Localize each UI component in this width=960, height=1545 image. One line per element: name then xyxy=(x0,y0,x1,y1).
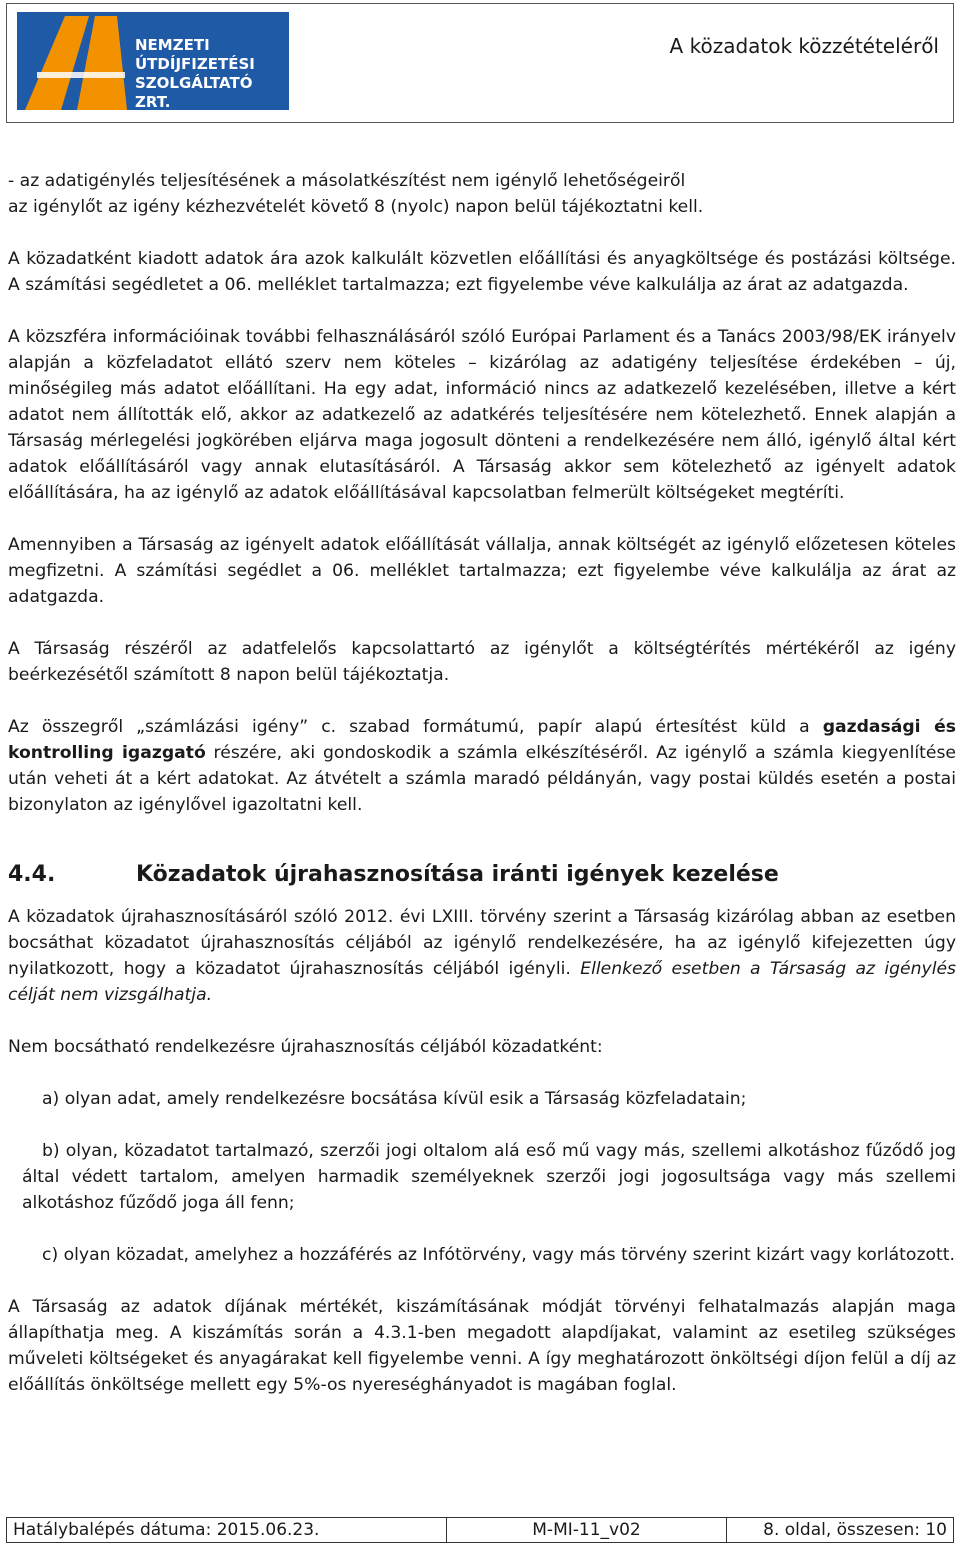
footer-effective-date: Hatálybalépés dátuma: 2015.06.23. xyxy=(7,1518,447,1542)
paragraph-intro-line-1: - az adatigénylés teljesítésének a másolatkészítést nem igénylő lehetőségeiről xyxy=(8,171,686,191)
paragraph-invoice xyxy=(8,714,956,818)
paragraph-fees: A Társaság az adatok díjának mértékét, kiszámításának módját törvényi felhatalmazás alapján maga állapíthatja meg. A kiszámítás során a 4.3.1-ben megadott alapdíjakat, valamint az esetileg szükséges műveleti költségeket és anyagárakat kell figyelembe venni. A így meghatározott önköltségi díjon felül a díj az előállítás önköltsége mellett egy 5%-os nyereséghányadot is magában foglal. xyxy=(8,1297,956,1395)
footer-page-number: 8. oldal, összesen: 10 xyxy=(763,1520,947,1540)
logo-line-2: ÚTDÍJFIZETÉSI xyxy=(135,55,255,73)
document-body xyxy=(8,168,956,1424)
invoice-text-end: részére, aki gondoskodik a számla elkészítéséről. Az igénylő a számla kiegyenlítése után veheti át a kért adatokat. Az átvételt a számla maradó példányán, vagy postai küldés esetén a postai bizonylaton az igénylővel igazoltatni kell. xyxy=(8,743,956,815)
page-header xyxy=(6,3,954,123)
paragraph-intro-line-2: az igénylőt az igény kézhezvételét követő 8 (nyolc) napon belül tájékoztatni kell. xyxy=(8,197,704,217)
section-heading xyxy=(8,860,956,890)
reuse-text-italic: Ellenkező esetben a Társaság az igénylés célját nem vizsgálhatja. xyxy=(8,959,956,1005)
section-number: 4.4. xyxy=(8,862,56,887)
paragraph-directive: A közszféra információinak további felhasználásáról szóló Európai Parlament és a Tanács 2003/98/EK irányelv alapján a közfeladatot ellátó szerv nem köteles – kizárólag az adatigény teljesítése érdekében – új, minőségileg más adatot előállítani. Ha egy adat, információ nincs az adatkezelő kezelésében, illetve a kért adatot nem állították elő, akkor az adatkezelő az adatkérés teljesítésére nem kötelezhető. Ennek alapján a Társaság mérlegelési jogkörében eljárva maga jogosult dönteni a rendelkezésére nem álló, igénylő által kért adatok előállításáról vagy annak elutasításáról. A Társaság akkor sem kötelezhető az igényelt adatok előállítására, ha az igénylő az adatok előállításával kapcsolatban felmerült költségeket megtéríti. xyxy=(8,327,956,503)
logo-text xyxy=(135,36,289,110)
logo-line-3: SZOLGÁLTATÓ ZRT. xyxy=(135,74,253,110)
list-item-a: a) olyan adat, amely rendelkezésre bocsátása kívül esik a Társaság közfeladatain; xyxy=(42,1089,747,1109)
paragraph-reuse xyxy=(8,904,956,1008)
page-footer xyxy=(6,1517,954,1543)
document-title: A közadatok közzétételéről xyxy=(669,34,939,58)
logo-line-1: NEMZETI xyxy=(135,36,210,54)
footer-document-code: M-MI-11_v02 xyxy=(447,1518,727,1542)
company-logo xyxy=(17,12,289,110)
paragraph-price: A közadatként kiadott adatok ára azok kalkulált közvetlen előállítási és anyagköltsége és postázási költsége. A számítási segédletet a 06. melléklet tartalmazza; ezt figyelembe véve kalkulálja az árat az adatgazda. xyxy=(8,249,956,295)
section-title: Közadatok újrahasznosítása iránti igények kezelése xyxy=(136,862,779,887)
paragraph-intro xyxy=(8,168,956,220)
list-intro: Nem bocsátható rendelkezésre újrahasznosítás céljából közadatként: xyxy=(8,1037,603,1057)
invoice-recipient: gazdasági és kontrolling igazgató xyxy=(8,717,956,763)
reuse-text: A közadatok újrahasznosításáról szóló 2012. évi LXIII. törvény szerint a Társaság kizárólag abban az esetben bocsáthat közadatot újrahasznosítás céljából az igénylő rendelkezésére, ha az igénylő kifejezetten úgy nyilatkozott, hogy a közadatot újrahasznosítás céljából igényli. xyxy=(8,907,956,979)
exclusion-list xyxy=(8,1034,956,1268)
paragraph-notification: A Társaság részéről az adatfelelős kapcsolattartó az igénylőt a költségtérítés mértékéről az igény beérkezésétől számított 8 napon belül tájékoztatja. xyxy=(8,639,956,685)
paragraph-payment: Amennyiben a Társaság az igényelt adatok előállítását vállalja, annak költségét az igénylő előzetesen köteles megfizetni. A számítási segédlet a 06. melléklet tartalmazza; ezt figyelembe véve kalkulálja az árat az adatgazda. xyxy=(8,535,956,607)
invoice-text-start: Az összegről „számlázási igény” c. szabad formátumú, papír alapú értesítést küld a xyxy=(8,717,823,737)
list-item-b: b) olyan, közadatot tartalmazó, szerzői jogi oltalom alá eső mű vagy más, szellemi alkotáshoz fűződő jog által védett tartalom, amelyen harmadik személyeknek szerzői jogi jogosultsága vagy más szellemi alkotáshoz fűződő joga áll fenn; xyxy=(22,1141,956,1213)
list-item-c: c) olyan közadat, amelyhez a hozzáférés az Infótörvény, vagy más törvény szerint kizárt vagy korlátozott. xyxy=(42,1245,955,1265)
